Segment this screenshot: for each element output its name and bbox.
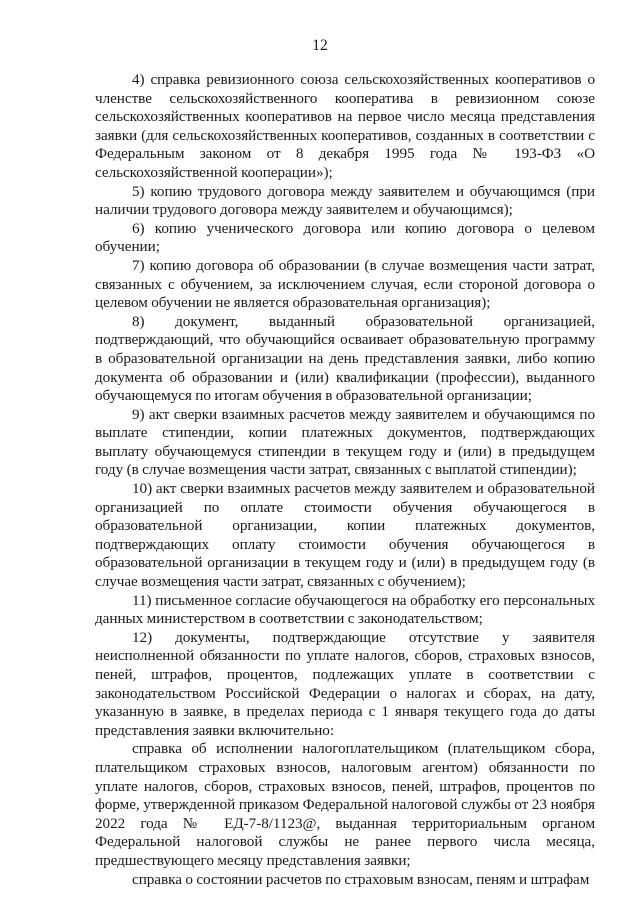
paragraph-tax-certificate: справка об исполнении налогоплательщиком (плательщиком сбора, плательщиком страховых взносов, налоговым агентом) обязанности по уплате налогов, сборов, страховых взносов, пеней, штрафов, процентов по форме, утвержденной приказом Федеральной налоговой службы от 23 ноября 2022 года № ЕД-7-8/1123@, выданная территориальным органом Федеральной налоговой службы не ранее первого числа месяца, предшествующего месяцу представления заявки; [95,740,595,869]
paragraph-insurance-certificate: справка о состоянии расчетов по страховым взносам, пеням и штрафам [132,870,590,888]
paragraph-item-10: 10) акт сверки взаимных расчетов между заявителем и образовательной организацией по оплате стоимости обучения обучающегося в образовательной организации, копии платежных документов, подтверждающих оплату стоимости обучения обучающегося в образовательной организации в текущем году и (или) в предыдущем году (в случае возмещения части затрат, связанных с обучением); [95,480,595,591]
paragraph-item-12: 12) документы, подтверждающие отсутствие у заявителя неисполненной обязанности по уплате налогов, сборов, страховых взносов, пеней, штрафов, процентов, подлежащих уплате в соответствии с законодательством Российской Федерации о налогах и сборах, на дату, указанную в заявке, в пределах периода с 1 января текущего года до даты представления заявки включительно: [95,628,595,739]
paragraph-item-7: 7) копию договора об образовании (в случае возмещения части затрат, связанных с обучением, за исключением случая, если стороной договора о целевом обучении не является образовательная организация); [95,256,595,312]
paragraph-item-9: 9) акт сверки взаимных расчетов между заявителем и обучающимся по выплате стипендии, копии платежных документов, подтверждающих выплату обучающемуся стипендии в текущем году и (или) в предыдущем году (в случае возмещения части затрат, связанных с выплатой стипендии); [95,405,595,479]
page-number: 12 [312,37,328,54]
paragraph-item-11: 11) письменное согласие обучающегося на обработку его персональных данных министерством в соответствии с законодательством; [95,591,595,628]
paragraph-item-6: 6) копию ученического договора или копию договора о целевом обучении; [95,219,595,256]
document-body [95,71,595,889]
paragraph-item-8: 8) документ, выданный образовательной организацией, подтверждающий, что обучающийся осваивает образовательную программу в образовательной организации на день представления заявки, либо копию документа об образовании и (или) квалификации (профессии), выданного обучающемуся по итогам обучения в образовательной организации; [95,312,595,405]
paragraph-item-4: 4) справка ревизионного союза сельскохозяйственных кооперативов о членстве сельскохозяйственного кооператива в ревизионном союзе сельскохозяйственных кооперативов на первое число месяца представления заявки (для сельскохозяйственных кооперативов, созданных в соответствии с Федеральным законом от 8 декабря 1995 года № 193-ФЗ «О сельскохозяйственной кооперации»); [95,71,595,181]
paragraph-item-5: 5) копию трудового договора между заявителем и обучающимся (при наличии трудового договора между заявителем и обучающимся); [95,182,595,219]
